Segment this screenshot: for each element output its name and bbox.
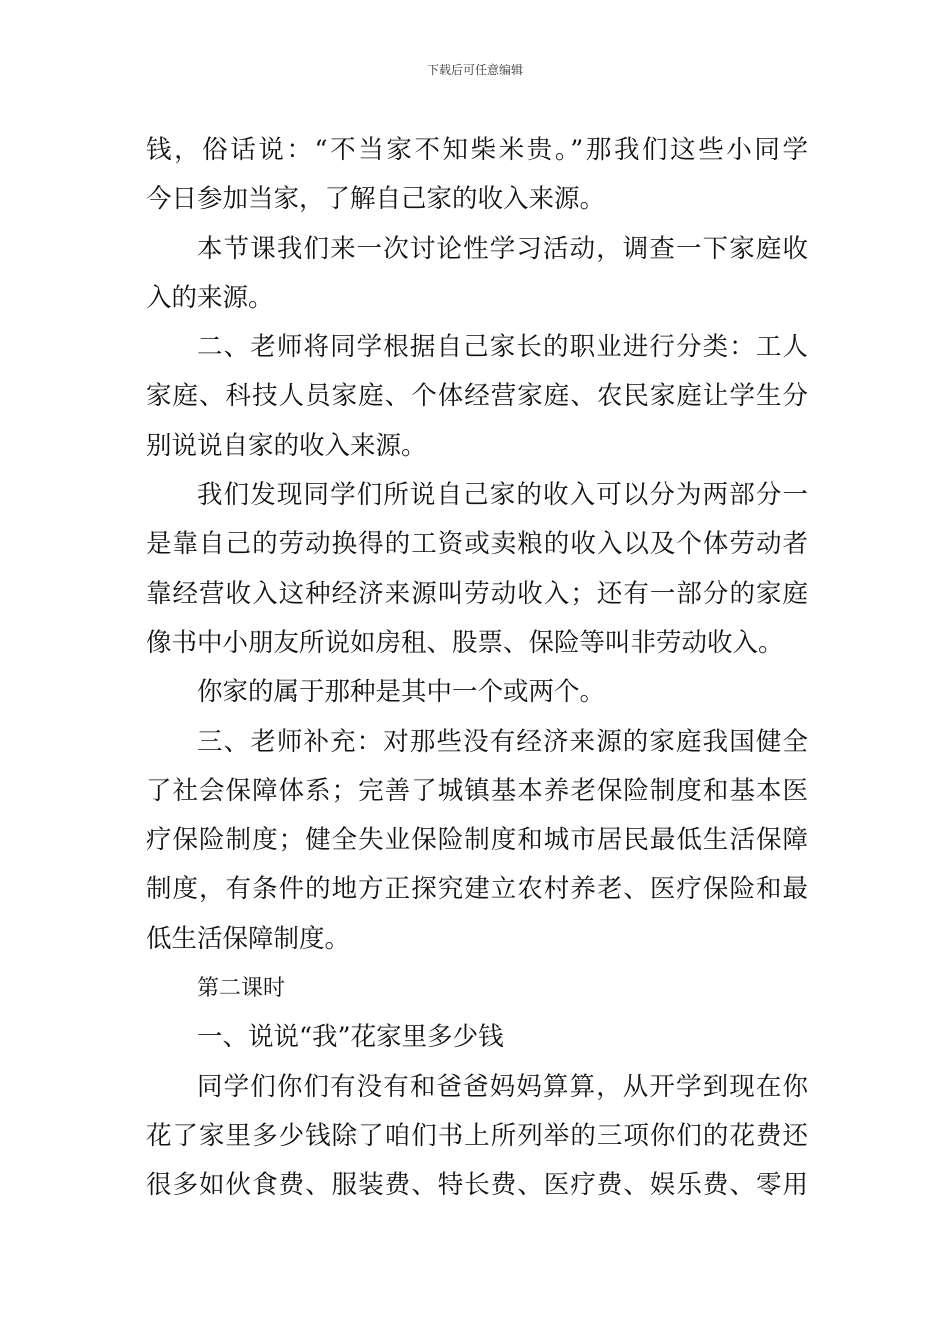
text-line: 钱，俗话说：“不当家不知柴米贵。”那我们这些小同学 — [146, 135, 808, 165]
text-line: 了社会保障体系；完善了城镇基本养老保险制度和基本医 — [146, 775, 808, 806]
text-line: 家庭、科技人员家庭、个体经营家庭、农民家庭让学生分 — [146, 381, 808, 412]
text-line: 制度，有条件的地方正探究建立农村养老、医疗保险和最 — [146, 874, 808, 905]
section-heading: 第二课时 — [197, 976, 286, 1002]
paragraph-start-line: 你家的属于那种是其中一个或两个。 — [197, 677, 606, 708]
text-line: 靠经营收入这种经济来源叫劳动收入；还有一部分的家庭 — [146, 578, 808, 609]
text-line: 花了家里多少钱除了咱们书上所列举的三项你们的花费还 — [146, 1120, 808, 1151]
text-line: 别说说自家的收入来源。 — [146, 430, 427, 461]
text-line: 疗保险制度；健全失业保险制度和城市居民最低生活保障 — [146, 825, 808, 856]
text-line: 很多如伙食费、服装费、特长费、医疗费、娱乐费、零用 — [146, 1170, 808, 1201]
page-header: 下载后可任意编辑 — [426, 63, 523, 77]
paragraph-start-line: 本节课我们来一次讨论性学习活动，调查一下家庭收 — [197, 233, 808, 264]
text-line: 低生活保障制度。 — [146, 923, 351, 954]
paragraph-start-line: 同学们你们有没有和爸爸妈妈算算，从开学到现在你 — [197, 1071, 808, 1102]
text-line: 是靠自己的劳动换得的工资或卖粮的收入以及个体劳动者 — [146, 529, 808, 560]
paragraph-start-line: 三、老师补充：对那些没有经济来源的家庭我国健全 — [197, 726, 808, 757]
text-line: 今日参加当家，了解自己家的收入来源。 — [146, 184, 606, 215]
paragraph-start-line: 二、老师将同学根据自己家长的职业进行分类：工人 — [197, 332, 808, 363]
document-body — [146, 126, 808, 1211]
text-line: 像书中小朋友所说如房租、股票、保险等叫非劳动收入。 — [146, 627, 784, 658]
paragraph-start-line: 我们发现同学们所说自己家的收入可以分为两部分一 — [197, 480, 808, 511]
subsection-heading: 一、说说“我”花家里多少钱 — [197, 1022, 504, 1053]
text-line: 入的来源。 — [146, 282, 274, 313]
